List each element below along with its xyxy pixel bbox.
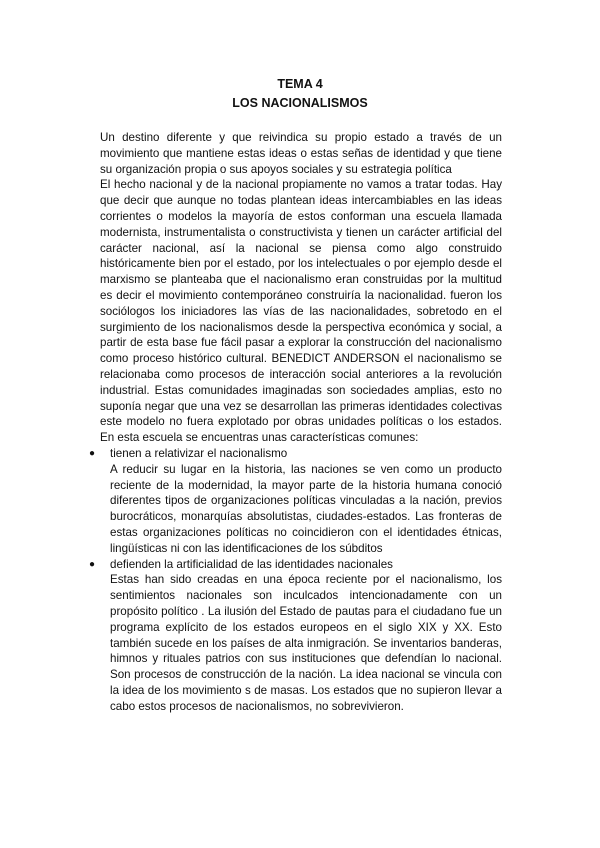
bullet-icon: ● [89, 558, 96, 570]
main-paragraph: El hecho nacional y de la nacional propiamente no vamos a tratar todas. Hay que decir que aunque no todas plantean ideas intercambiables en las ideas corrientes o modelos la mayoría de estos conforman una escuela llamada modernista, instrumentalista o constructivista y tienen un carácter artificial del carácter nacional, así la nacional se piensa como algo construido históricamente bien por el estado, por los intelectuales o por ejemplo desde el marxismo se planteaba que el nacionalismo eran construidas por la multitud es decir el movimiento contemporáneo construiría la nacionalidad. fueron los sociólogos los iniciadores las vías de las nacionalidades, sobretodo en el surgimiento de los nacionalismos desde la perspectiva económica y social, a partir de esta base fue fácil pasar a explorar la construcción del nacionalismo como proceso histórico cultural. BENEDICT ANDERSON el nacionalismo se relacionaba como procesos de interacción social anteriores a la revolución industrial. Estas comunidades imaginadas son sociedades amplias, esto no suponía negar que una vez se desarrollan las primeras identidades colectivas este modelo no fuera explotado por obras unidades políticas o los estados. En esta escuela se encuentras unas características comunes: [100, 178, 502, 445]
document-body [89, 130, 502, 714]
list-item-body: Estas han sido creadas en una época reciente por el nacionalismo, los sentimientos nacionales son inculcados intencionadamente con un propósito político . La ilusión del Estado de pautas para el ciudadano fue un programa explícito de los estados europeos en el siglo XIX y XX. Esto también sucede en los países de alta inmigración. Se inventarios banderas, himnos y rituales patrios con sus instituciones que defendían lo nacional. Son procesos de construcción de la nación. La idea nacional se vincula con la idea de los movimiento s de masas. Los estados que no supieron llevar a cabo estos procesos de nacionalismos, no sobrevivieron. [110, 573, 502, 713]
characteristics-list [89, 446, 502, 715]
list-item-body: A reducir su lugar en la historia, las naciones se ven como un producto reciente de la modernidad, la mayor parte de la historia humana conoció diferentes tipos de organizaciones políticas vinculadas a la nación, previos burocráticos, monarquías absolutistas, ciudades-estados. Las fronteras de estas organizaciones políticas no coincidieron con el identidades étnicas, lingüísticas ni con las identificaciones de los súbditos [110, 462, 502, 555]
list-item [89, 557, 502, 715]
list-item-heading: tienen a relativizar el nacionalismo [110, 446, 288, 460]
bullet-icon: ● [89, 447, 96, 459]
list-item [89, 446, 502, 557]
list-item-heading: defienden la artificialidad de las identidades nacionales [110, 557, 393, 571]
page-title: TEMA 4 [277, 77, 323, 91]
page-subtitle: LOS NACIONALISMOS [232, 96, 368, 110]
intro-paragraph: Un destino diferente y que reivindica su propio estado a través de un movimiento que mantiene estas ideas o estas señas de identidad y que tiene su organización propia o sus apoyos sociales y su estrategia política [100, 131, 502, 176]
